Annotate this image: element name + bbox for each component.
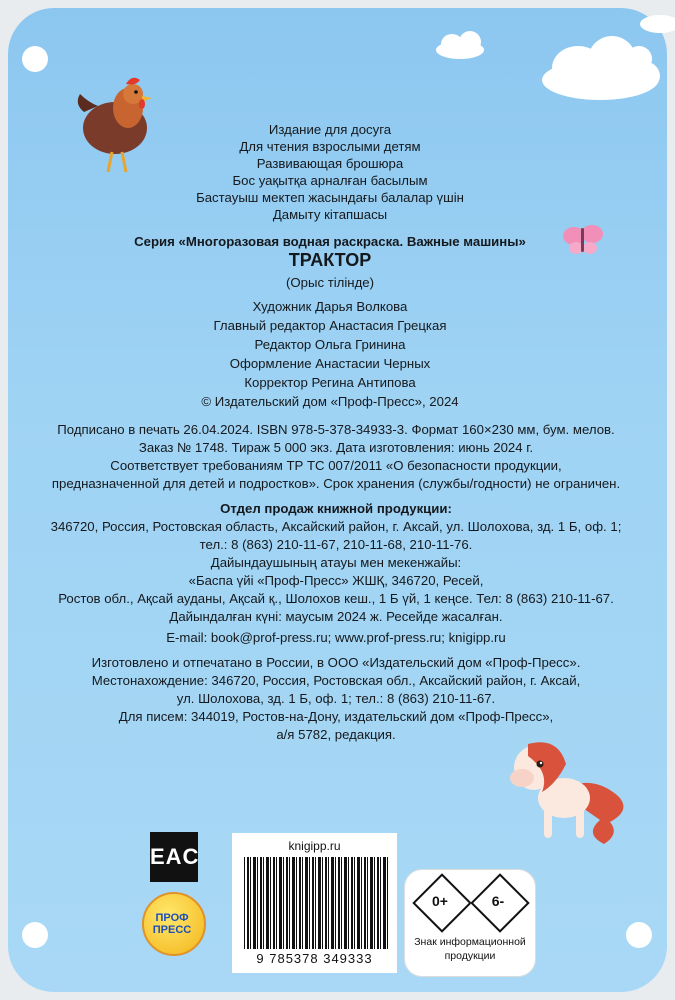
pony-illustration	[510, 742, 623, 844]
genre-line: Дамыту кітапшасы	[272, 207, 388, 222]
genre-line: Бос уақытқа арналған басылым	[232, 173, 428, 188]
sales-line: Дайындалған күні: маусым 2024 ж. Ресейде жасалған.	[169, 609, 503, 624]
email-line: E-mail: book@prof-press.ru; www.prof-press.ru; knigipp.ru	[166, 630, 506, 645]
genre-line: Развивающая брошюра	[256, 156, 404, 171]
barcode-bars	[244, 857, 390, 949]
book-title: ТРАКТОР	[288, 250, 372, 270]
publisher-logo-text: ПРОФ ПРЕСС	[152, 912, 192, 936]
credit-line: Главный редактор Анастасия Грецкая	[213, 318, 447, 333]
credit-line: Оформление Анастасии Черных	[229, 356, 431, 371]
sales-line: Дайындаушының атауы мен мекенжайы:	[210, 555, 462, 570]
sales-line: 346720, Россия, Ростовская область, Аксайский район, г. Аксай, ул. Шолохова, зд. 1 Б, оф. 1;	[50, 519, 622, 534]
language-note: (Орыс тілінде)	[285, 275, 375, 290]
badge-caption: продукции	[444, 950, 496, 962]
sales-line: тел.: 8 (863) 210-11-67, 210-11-68, 210-11-76.	[199, 537, 473, 552]
series-line: Серия «Многоразовая водная раскраска. Важные машины»	[134, 234, 526, 249]
manufacturer-line: Местонахождение: 346720, Россия, Ростовская обл., Аксайский район, г. Аксай,	[91, 673, 581, 688]
sales-line: «Баспа үйі «Проф-Пресс» ЖШҚ, 346720, Ресей,	[188, 573, 484, 588]
manufacturer-line: Изготовлено и отпечатано в России, в ООО «Издательский дом «Проф-Пресс».	[91, 655, 581, 670]
print-info-line: Заказ № 1748. Тираж 5 000 экз. Дата изготовления: июнь 2024 г.	[138, 440, 534, 455]
barcode-panel	[232, 833, 397, 973]
manufacturer-line: Для писем: 344019, Ростов-на-Дону, издательский дом «Проф-Пресс»,	[118, 709, 554, 724]
credit-line: Корректор Регина Антипова	[244, 375, 416, 390]
manufacturer-line: а/я 5782, редакция.	[276, 727, 396, 742]
copyright-line: © Издательский дом «Проф-Пресс», 2024	[201, 394, 459, 409]
sales-line: Ростов обл., Ақсай ауданы, Ақсай қ., Шолохов кеш., 1 Б үй, 1 кеңсе. Тел: 8 (863) 210-11-67.	[58, 591, 614, 606]
credit-line: Художник Дарья Волкова	[252, 299, 408, 314]
age-badge-0plus: 0+	[432, 893, 448, 909]
manufacturer-line: ул. Шолохова, зд. 1 Б, оф. 1; тел.: 8 (863) 210-11-67.	[176, 691, 496, 706]
barcode-digits: 9 785378 349333	[256, 951, 373, 966]
age-rating-panel	[404, 869, 536, 977]
print-info-line: Соответствует требованиям ТР ТС 007/2011 «О безопасности продукции,	[110, 458, 562, 473]
eac-mark: EAC	[150, 832, 198, 882]
credit-line: Редактор Ольга Гринина	[254, 337, 406, 352]
print-info-line: Подписано в печать 26.04.2024. ISBN 978-5-378-34933-3. Формат 160×230 мм, бум. мелов.	[57, 422, 615, 437]
genre-line: Для чтения взрослыми детям	[239, 139, 421, 154]
cloud-illustration	[436, 15, 675, 100]
genre-line: Бастауыш мектеп жасындағы балалар үшін	[196, 190, 464, 205]
website-label: knigipp.ru	[288, 839, 341, 853]
print-info-line: предназначенной для детей и подростков». Срок хранения (службы/годности) не ограничен.	[51, 476, 621, 491]
age-badge-6: 6-	[491, 893, 505, 909]
badge-caption: Знак информационной	[414, 936, 526, 948]
sales-heading: Отдел продаж книжной продукции:	[220, 501, 452, 516]
genre-line: Издание для досуга	[268, 122, 392, 137]
